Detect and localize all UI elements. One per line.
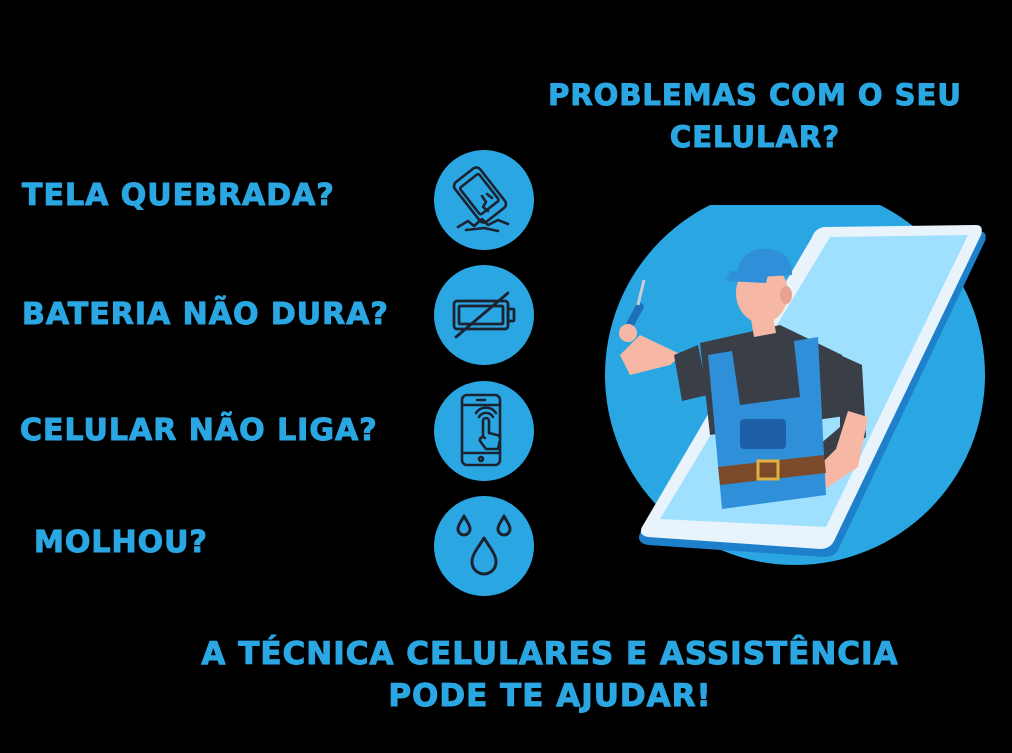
footer-line-1: A TÉCNICA CELULARES E ASSISTÊNCIA [201, 636, 899, 672]
problem-battery-label: BATERIA NÃO DURA? [22, 297, 389, 332]
water-drops-icon [434, 496, 534, 596]
problem-no-power-label: CELULAR NÃO LIGA? [20, 413, 378, 448]
broken-screen-icon [434, 150, 534, 250]
problem-wet-label: MOLHOU? [34, 525, 208, 560]
technician-illustration [590, 205, 1010, 585]
headline-line-2: CELULAR? [669, 120, 841, 154]
headline-line-1: PROBLEMAS COM O SEU [548, 78, 962, 112]
phone-touch-icon [434, 381, 534, 481]
problem-broken-screen-label: TELA QUEBRADA? [22, 178, 335, 213]
footer-line-2: PODE TE AJUDAR! [388, 678, 712, 714]
dead-battery-icon [434, 265, 534, 365]
footer-message [180, 633, 920, 717]
headline [520, 74, 990, 158]
